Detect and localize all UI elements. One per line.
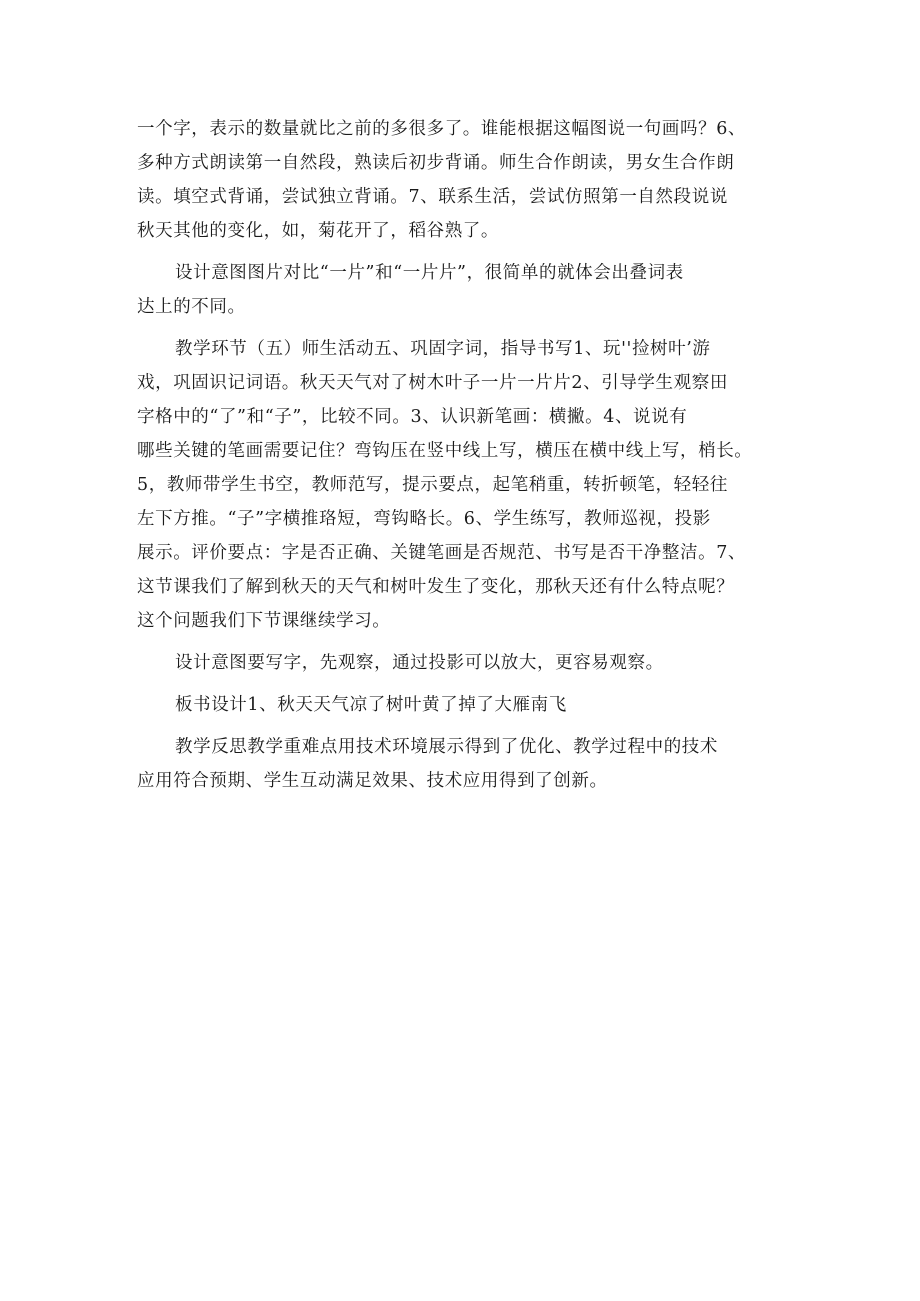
text-line: 秋天其他的变化，如，菊花开了，稻谷熟了。: [137, 221, 499, 241]
paragraph-teaching-step-5: [137, 332, 793, 638]
text-line: 设计意图要写字，先观察，通过投影可以放大，更容易观察。: [175, 653, 664, 673]
text-line: 板书设计1、秋天天气凉了树叶黄了掉了大雁南飞: [175, 695, 567, 715]
text-line: 展示。评价要点：字是否正确、关键笔画是否规范、书写是否干净整洁。7、: [137, 543, 747, 563]
text-line: 读。填空式背诵，尝试独立背诵。7、联系生活，尝试仿照第一自然段说说: [137, 187, 728, 207]
paragraph-design-intent-1: [137, 256, 793, 324]
text-line: 戏，巩固识记词语。秋天天气对了树木叶子一片一片片2、引导学生观察田: [137, 373, 728, 393]
paragraph-design-intent-2: [137, 646, 793, 680]
text-line: 哪些关键的笔画需要记住？弯钩压在竖中线上写，横压在横中线上写，梢长。: [137, 441, 753, 461]
paragraph-blackboard-design: [137, 688, 793, 722]
document-page: [137, 112, 793, 806]
text-line: 一个字，表示的数量就比之前的多很多了。谁能根据这幅图说一句画吗？6、: [137, 119, 747, 139]
text-line: 5，教师带学生书空，教师范写，提示要点，起笔稍重，转折顿笔，轻轻往: [137, 475, 728, 495]
text-line: 左下方推。“子”字横推珞短，弯钩略长。6、学生练写，教师巡视，投影: [137, 509, 711, 529]
text-line: 教学环节（五）师生活动五、巩固字词，指导书写1、玩''捡树叶’游: [175, 339, 711, 359]
text-line: 多种方式朗读第一自然段，熟读后初步背诵。师生合作朗读，男女生合作朗: [137, 153, 735, 173]
text-line: 这个问题我们下节课继续学习。: [137, 611, 391, 631]
text-line: 这节课我们了解到秋天的天气和树叶发生了变化，那秋天还有什么特点呢？: [137, 577, 735, 597]
paragraph-reading-activity: [137, 112, 793, 248]
text-line: 字格中的“了”和“子”，比较不同。3、认识新笔画：横撇。4、说说有: [137, 407, 688, 427]
text-line: 设计意图图片对比“一片”和“一片片”，很简单的就体会出叠词表: [175, 263, 684, 283]
text-line: 应用符合预期、学生互动满足效果、技术应用得到了创新。: [137, 771, 608, 791]
text-line: 达上的不同。: [137, 297, 246, 317]
paragraph-teaching-reflection: [137, 730, 793, 798]
text-line: 教学反思教学重难点用技术环境展示得到了优化、教学过程中的技术: [175, 737, 718, 757]
